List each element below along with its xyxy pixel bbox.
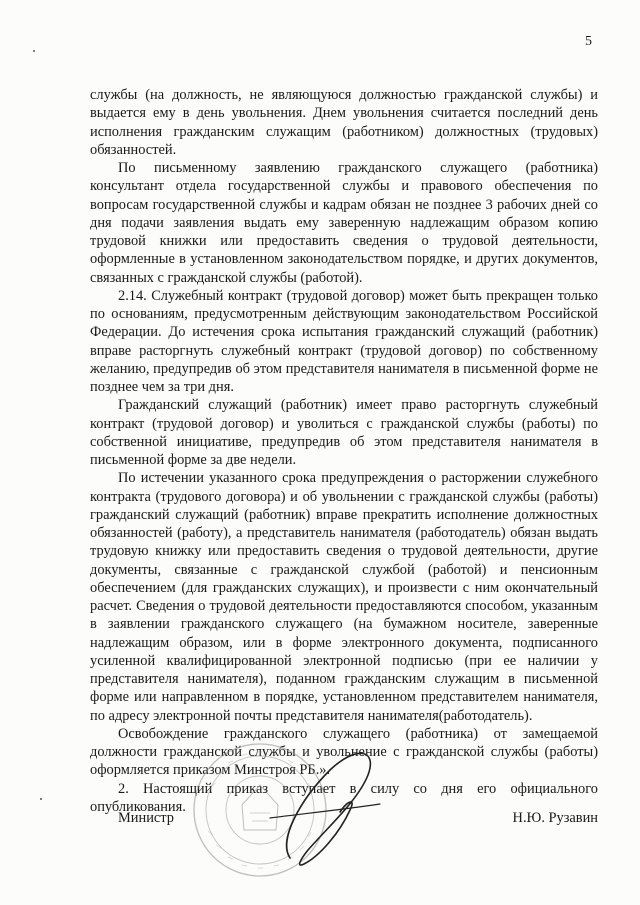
paragraph: По истечении указанного срока предупреждения о расторжении служебного контракта (трудового договора) и об увольнении с гражданской службы (работы) гражданский служащий (работник) вправе прекратить исполнение должностных обязанностей (работу), а представитель нанимателя (работодатель) обязан выдать трудовую книжку или предоставить сведения о трудовой деятельности, другие документы, связанные с гражданской службой (работой) и пенсионным обеспечением (для гражданских служащих), и произвести с ним окончательный расчет. Сведения о трудовой деятельности предоставляются способом, указанным в заявлении гражданского служащего (на бумажном носителе, заверенные надлежащим образом, или в форме электронного документа, подписанного усиленной квалифицированной электронной подписью (при ее наличии у представителя нанимателя), поданном гражданским служащим в письменной форме или направленном в порядке, установленном представителем нанимателя, по адресу электронной почты представителя нанимателя(работодатель). xyxy=(90,470,598,724)
scan-speck xyxy=(33,50,35,52)
signatory-position: Министр xyxy=(118,810,174,826)
paragraph: По письменному заявлению гражданского служащего (работника) консультант отдела государственной службы и правового обеспечения по вопросам государственной службы и кадрам обязан не позднее 3 рабочих дней со дня подачи заявления выдать ему заверенную надлежащим образом копию трудовой книжки или предоставить сведения о трудовой деятельности, оформленные в установленном законодательством порядке, и других документов, связанных с гражданской службы (работой). xyxy=(90,160,598,286)
signatory-name: Н.Ю. Рузавин xyxy=(512,810,598,826)
document-body xyxy=(90,86,598,816)
paragraph: 2.14. Служебный контракт (трудовой договор) может быть прекращен только по основаниям, предусмотренным действующим законодательством Российской Федерации. До истечения срока испытания гражданский служащий (работник) вправе расторгнуть служебный контракт (трудовой договор) по собственному желанию, предупредив об этом представителя нанимателя в письменной форме не позднее чем за три дня. xyxy=(90,287,598,395)
paragraph: 2. Настоящий приказ вступает в силу со дня его официального опубликования. xyxy=(90,780,598,815)
paragraph: Освобождение гражданского служащего (работника) от замещаемой должности гражданской службы и увольнение с гражданской службы (работы) оформляется приказом Минстроя РБ.». xyxy=(90,725,598,779)
scan-speck xyxy=(40,798,42,800)
paragraph: службы (на должность, не являющуюся должностью гражданской службы) и выдается ему в день увольнения. Днем увольнения считается последний день исполнения гражданским служащим (работником) должностных (трудовых) обязанностей. xyxy=(90,87,598,158)
signature-block xyxy=(118,810,598,827)
page-number: 5 xyxy=(585,34,592,49)
paragraph: Гражданский служащий (работник) имеет право расторгнуть служебный контракт (трудовой договор) и уволиться с гражданской службы (работы) по собственной инициативе, предупредив об этом представителя нанимателя в письменной форме за две недели. xyxy=(90,397,598,468)
